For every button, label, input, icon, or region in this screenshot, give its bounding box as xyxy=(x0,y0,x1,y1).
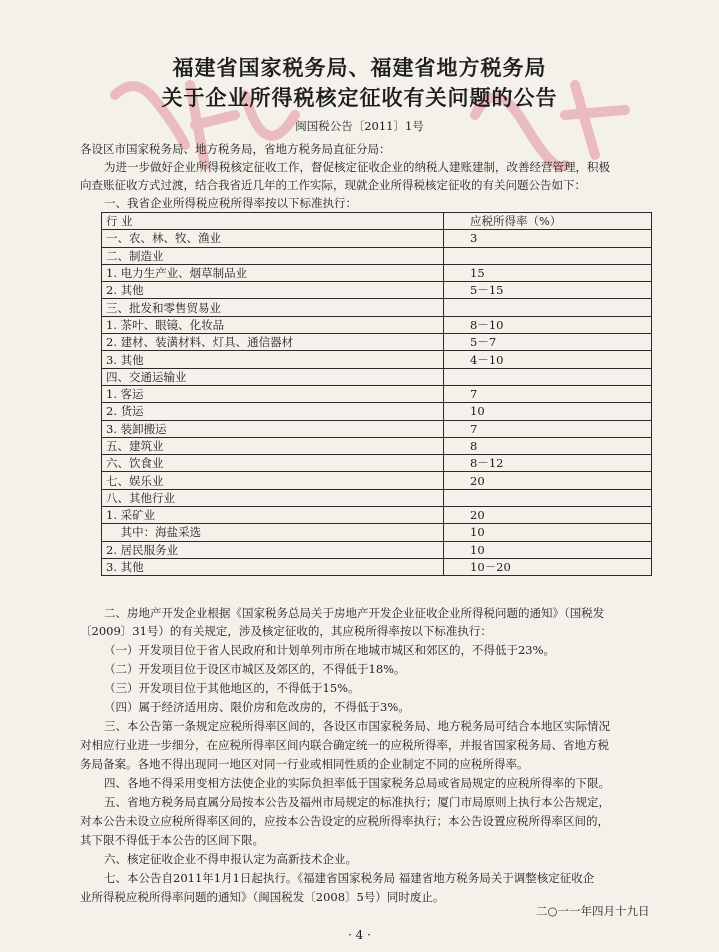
addressee: 各设区市国家税务局、地方税务局，省地方税务局直征分局： xyxy=(80,142,391,156)
table-row xyxy=(102,385,652,402)
section-1-heading: 一、我省企业所得税应税所得率按以下标准执行： xyxy=(104,196,357,210)
table-row xyxy=(102,507,652,524)
table-row xyxy=(102,264,652,281)
title-line-1: 福建省国家税务局、福建省地方税务局 xyxy=(172,56,547,80)
rate-cell xyxy=(444,299,652,316)
rate-cell: 5－7 xyxy=(444,334,652,351)
industry-cell: 六、饮食业 xyxy=(102,455,444,472)
rate-cell: 15 xyxy=(444,264,652,281)
document-number: 闽国税公告〔2011〕1号 xyxy=(295,119,424,133)
rate-cell: 4－10 xyxy=(444,351,652,368)
table-row xyxy=(102,472,652,489)
table-row xyxy=(102,403,652,420)
industry-cell: 四、交通运输业 xyxy=(102,368,444,385)
industry-cell: 五、建筑业 xyxy=(102,437,444,454)
section-3-line: 对相应行业进一步细分，在应税所得率区间内联合确定统一的应税所得率，并报省国家税务局、省地方税 xyxy=(80,738,609,752)
rate-cell xyxy=(444,489,652,506)
rate-cell: 10 xyxy=(444,524,652,541)
industry-cell: 1. 电力生产业、烟草制品业 xyxy=(102,264,444,281)
table-row xyxy=(102,524,652,541)
industry-cell: 1. 采矿业 xyxy=(102,507,444,524)
section-2-line-2: 〔2009〕31号）的有关规定，涉及核定征收的，其应税所得率按以下标准执行： xyxy=(80,624,492,638)
table-row xyxy=(102,437,652,454)
header-rate: 应税所得率（%） xyxy=(444,213,652,230)
industry-cell: 三、批发和零售贸易业 xyxy=(102,299,444,316)
industry-cell: 七、娱乐业 xyxy=(102,472,444,489)
section-5-line: 其下限不得低于本公告的区间下限。 xyxy=(80,833,264,847)
industry-cell: 一、农、林、牧、渔业 xyxy=(102,230,444,247)
industry-cell: 3. 其他 xyxy=(102,558,444,575)
rate-cell xyxy=(444,368,652,385)
section-3-line: 务局备案。各地不得出现同一地区对同一行业或相同性质的企业制定不同的应税所得率。 xyxy=(80,757,529,771)
rate-cell: 10－20 xyxy=(444,558,652,575)
industry-cell: 2. 货运 xyxy=(102,403,444,420)
section-2-item: （二）开发项目位于设区市城区及郊区的，不得低于18%。 xyxy=(104,662,406,676)
rate-cell: 10 xyxy=(444,541,652,558)
table-row xyxy=(102,282,652,299)
title-line-2: 关于企业所得税核定征收有关问题的公告 xyxy=(161,86,558,110)
industry-cell: 2. 其他 xyxy=(102,282,444,299)
industry-cell: 1. 客运 xyxy=(102,385,444,402)
section-2-item: （四）属于经济适用房、限价房和危改房的，不得低于3%。 xyxy=(104,700,410,714)
section-3-line: 三、本公告第一条规定应税所得率区间的，各设区市国家税务局、地方税务局可结合本地区实际情况 xyxy=(104,719,610,733)
rate-cell xyxy=(444,247,652,264)
industry-cell: 3. 其他 xyxy=(102,351,444,368)
rate-cell: 3 xyxy=(444,230,652,247)
table-row xyxy=(102,334,652,351)
table-row xyxy=(102,541,652,558)
section-7-line: 七、本公告自2011年1月1日起执行。《福建省国家税务局 福建省地方税务局关于调整核定征收企 xyxy=(104,871,595,885)
rate-cell: 8－12 xyxy=(444,455,652,472)
section-2-line-1: 二、房地产开发企业根据《国家税务总局关于房地产开发企业征收企业所得税问题的通知》（国税发 xyxy=(104,606,605,620)
rate-cell: 20 xyxy=(444,472,652,489)
section-6: 六、核定征收企业不得申报认定为高新技术企业。 xyxy=(104,852,357,866)
table-row xyxy=(102,299,652,316)
intro-line-1: 为进一步做好企业所得税核定征收工作，督促核定征收企业的纳税人建账建制，改善经营管理，积极 xyxy=(104,160,610,174)
industry-cell: 1. 茶叶、眼镜、化妆品 xyxy=(102,316,444,333)
industry-cell: 二、制造业 xyxy=(102,247,444,264)
intro-line-2: 向查账征收方式过渡，结合我省近几年的工作实际，现就企业所得税核定征收的有关问题公告如下： xyxy=(80,178,586,192)
table-row xyxy=(102,247,652,264)
section-5-line: 五、省地方税务局直属分局按本公告及福州市局规定的标准执行；厦门市局原则上执行本公告规定， xyxy=(104,795,610,809)
section-5-line: 对本公告未设立应税所得率区间的，应按本公告设定的应税所得率执行；本公告设置应税所得率区间的， xyxy=(80,814,609,828)
table-row xyxy=(102,351,652,368)
page-number: · 4 · xyxy=(348,928,371,942)
rate-cell: 10 xyxy=(444,403,652,420)
table-row xyxy=(102,316,652,333)
rate-cell: 8 xyxy=(444,437,652,454)
industry-cell: 2. 居民服务业 xyxy=(102,541,444,558)
rate-cell: 5－15 xyxy=(444,282,652,299)
table-header-row xyxy=(102,213,652,230)
income-rate-table xyxy=(101,212,652,576)
issue-date: 二○一一年四月十九日 xyxy=(536,904,650,918)
rate-cell: 8－10 xyxy=(444,316,652,333)
table-row xyxy=(102,230,652,247)
table-row xyxy=(102,558,652,575)
industry-cell: 3. 装卸搬运 xyxy=(102,420,444,437)
table-row xyxy=(102,420,652,437)
section-2-item: （一）开发项目位于省人民政府和计划单列市所在地城市城区和郊区的，不得低于23%。 xyxy=(104,643,556,657)
table-row xyxy=(102,455,652,472)
industry-cell: 2. 建材、装潢材料、灯具、通信器材 xyxy=(102,334,444,351)
industry-cell: 其中：海盐采选 xyxy=(102,524,444,541)
section-4: 四、各地不得采用变相方法使企业的实际负担率低于国家税务总局或省局规定的应税所得率的下限。 xyxy=(104,776,610,790)
rate-cell: 20 xyxy=(444,507,652,524)
header-industry: 行 业 xyxy=(102,213,444,230)
section-2-item: （三）开发项目位于其他地区的，不得低于15%。 xyxy=(104,681,360,695)
industry-cell: 八、其他行业 xyxy=(102,489,444,506)
table-row xyxy=(102,489,652,506)
section-7-line: 业所得税应税所得率问题的通知》（闽国税发〔2008〕5号）同时废止。 xyxy=(80,890,445,904)
rate-cell: 7 xyxy=(444,420,652,437)
rate-cell: 7 xyxy=(444,385,652,402)
table-row xyxy=(102,368,652,385)
